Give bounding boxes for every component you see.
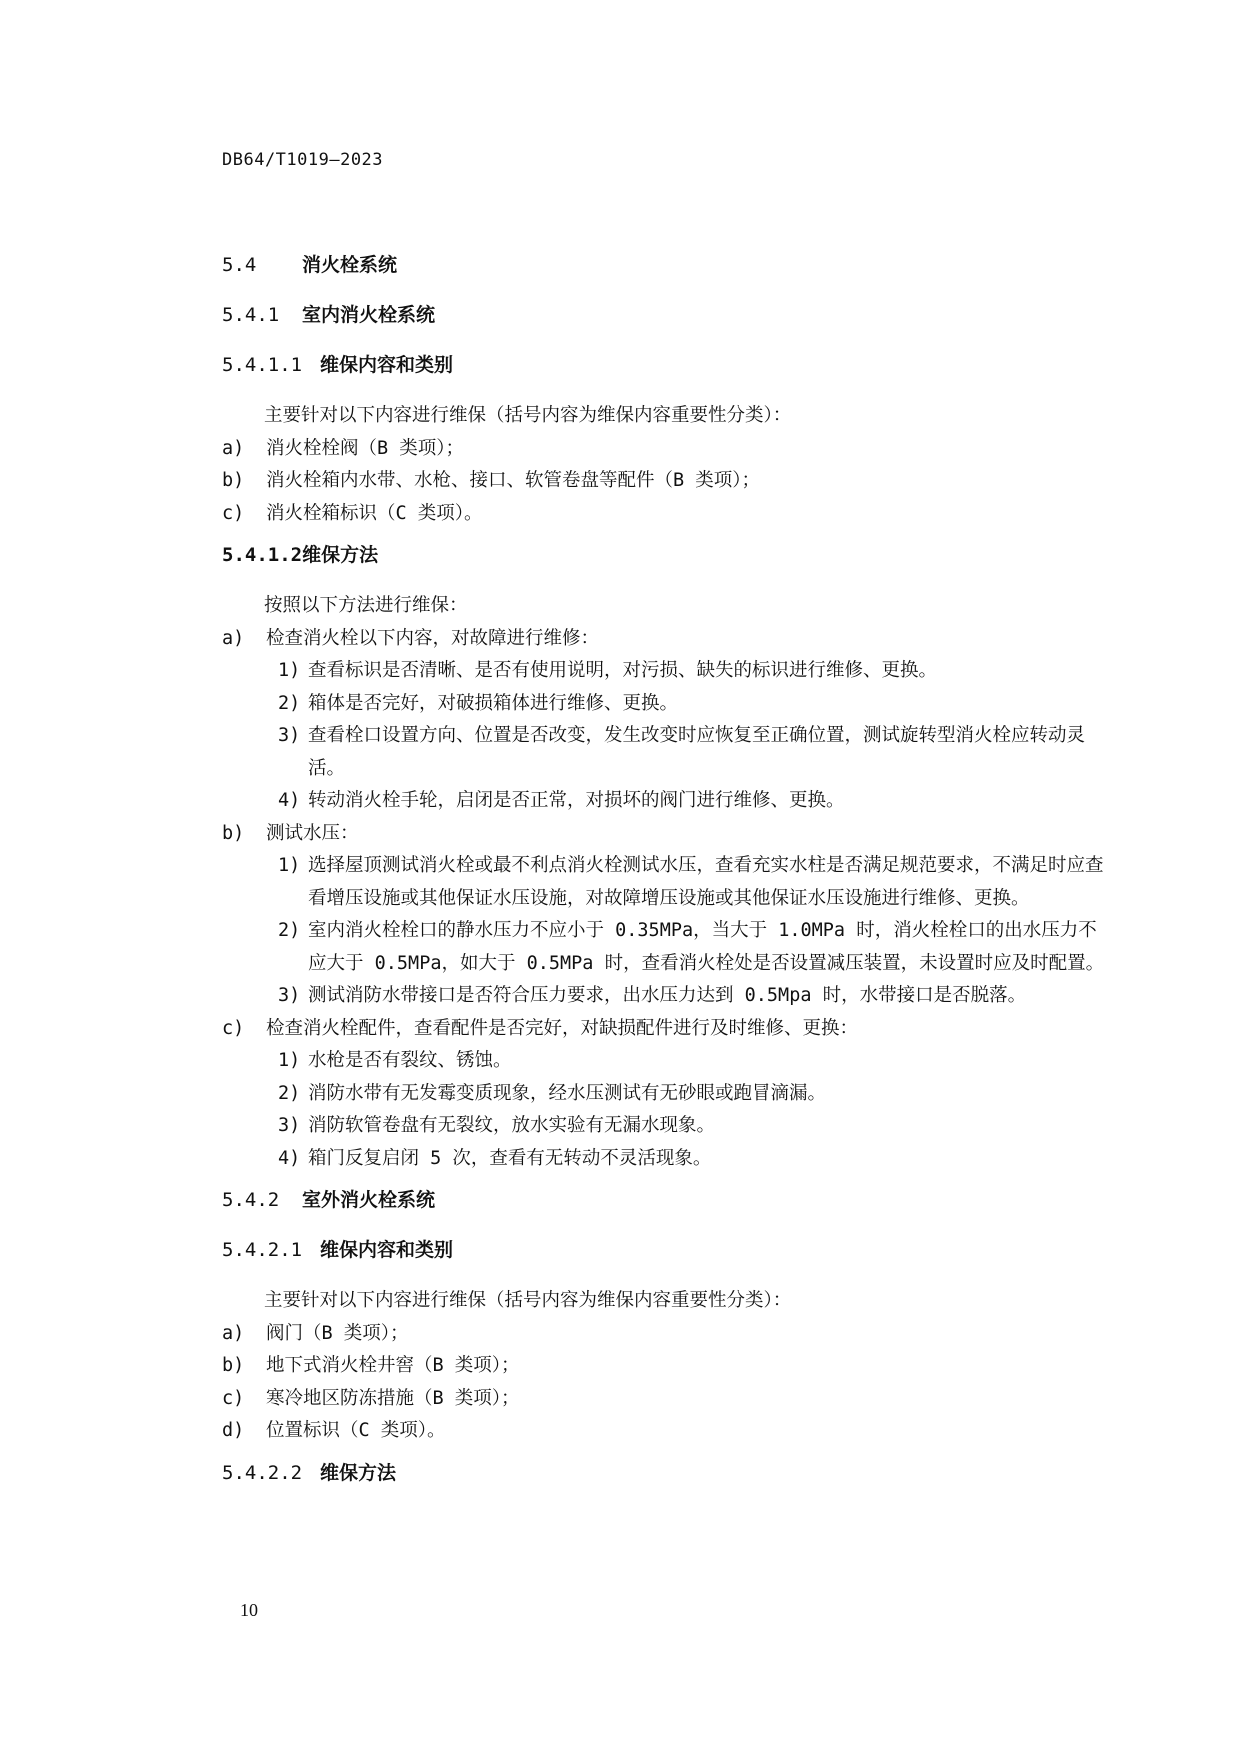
sub-list-label: 3) <box>278 985 301 1006</box>
section-5-4-2-2-heading <box>222 1458 1122 1508</box>
list-text: 消火栓箱标识（C 类项）。 <box>266 502 483 524</box>
document-number: DB64/T1019—2023 <box>222 150 384 170</box>
sub-list-text: 水枪是否有裂纹、锈蚀。 <box>308 1050 512 1071</box>
intro-paragraph: 主要针对以下内容进行维保（括号内容为维保内容重要性分类）： <box>264 405 792 426</box>
sub-list-item <box>222 850 1122 915</box>
sub-list-text: 箱体是否完好，对破损箱体进行维修、更换。 <box>308 692 679 714</box>
sub-list-text: 查看栓口设置方向、位置是否改变，发生改变时应恢复至正确位置，测试旋转型消火栓应转动灵活。 <box>308 725 1086 779</box>
list-label: d) <box>222 1420 245 1441</box>
intro-paragraph: 主要针对以下内容进行维保（括号内容为维保内容重要性分类）： <box>264 1290 792 1311</box>
list-label: c) <box>222 1387 245 1409</box>
sub-list-item <box>222 655 1122 688</box>
sub-list-label: 2) <box>278 692 301 714</box>
section-title: 维保方法 <box>320 1461 397 1484</box>
sub-list-text: 查看标识是否清晰、是否有使用说明，对污损、缺失的标识进行维修、更换。 <box>308 660 938 681</box>
section-5-4-2-1-heading <box>222 1235 1122 1285</box>
list-item <box>222 498 1122 531</box>
list-item <box>222 465 1122 498</box>
section-5-4-2-heading <box>222 1185 1122 1235</box>
sub-list-label: 4) <box>278 1147 301 1169</box>
section-number: 5.4.2.1 <box>222 1239 303 1261</box>
list-item <box>222 623 1122 656</box>
section-number: 5.4.2.2 <box>222 1461 303 1484</box>
sub-list-text: 消防水带有无发霉变质现象，经水压测试有无砂眼或跑冒滴漏。 <box>308 1082 827 1104</box>
sub-list-text: 室内消火栓栓口的静水压力不应小于 0.35MPa，当大于 1.0MPa 时，消火栓栓口的出水压力不应大于 0.5MPa，如大于 0.5MPa 时，查看消火栓处是否设置减压装置，未设置时应及时配置。 <box>308 920 1105 974</box>
sub-list-label: 3) <box>278 725 301 746</box>
list-text: 消火栓栓阀（B 类项）； <box>266 437 465 459</box>
list-item <box>222 1383 1122 1416</box>
section-title: 维保内容和类别 <box>320 1239 454 1261</box>
sub-list-label: 4) <box>278 790 301 811</box>
list-label: b) <box>222 1355 245 1376</box>
sub-list-text: 箱门反复启闭 5 次，查看有无转动不灵活现象。 <box>308 1147 712 1169</box>
list-item <box>222 1415 1122 1448</box>
sub-list-item <box>222 1143 1122 1176</box>
section-number: 5.4.1.2 <box>222 544 303 566</box>
section-title: 维保内容和类别 <box>320 354 454 376</box>
section-number: 5.4.1 <box>222 304 280 326</box>
list-text: 测试水压： <box>266 822 359 844</box>
list-text: 消火栓箱内水带、水枪、接口、软管卷盘等配件（B 类项）； <box>266 470 761 491</box>
list-label: c) <box>222 502 245 524</box>
sub-list-label: 2) <box>278 1082 301 1104</box>
sub-list-label: 3) <box>278 1115 301 1136</box>
list-text: 地下式消火栓井窖（B 类项）； <box>266 1355 520 1376</box>
sub-list-text: 选择屋顶测试消火栓或最不利点消火栓测试水压，查看充实水柱是否满足规范要求，不满足时应查看增压设施或其他保证水压设施，对故障增压设施或其他保证水压设施进行维修、更换。 <box>308 855 1104 909</box>
section-5-4-heading <box>222 250 1122 300</box>
list-text: 阀门（B 类项）； <box>266 1322 409 1344</box>
sub-list-label: 1) <box>278 1050 301 1071</box>
section-number: 5.4 <box>222 254 257 276</box>
sub-list-item <box>222 1078 1122 1111</box>
sub-list-item <box>222 720 1122 785</box>
sub-list-label: 2) <box>278 920 301 941</box>
section-number: 5.4.2 <box>222 1189 280 1211</box>
sub-list-label: 1) <box>278 660 301 681</box>
list-label: c) <box>222 1017 245 1039</box>
section-5-4-1-2-heading <box>222 540 1122 590</box>
sub-list-item <box>222 915 1122 980</box>
list-label: b) <box>222 470 245 491</box>
list-text: 检查消火栓以下内容，对故障进行维修： <box>266 627 600 649</box>
sub-list-text: 测试消防水带接口是否符合压力要求，出水压力达到 0.5Mpa 时，水带接口是否脱落。 <box>308 985 1027 1006</box>
list-item <box>222 433 1122 466</box>
intro-paragraph: 按照以下方法进行维保： <box>264 595 468 616</box>
list-text: 检查消火栓配件，查看配件是否完好，对缺损配件进行及时维修、更换： <box>266 1017 859 1039</box>
list-label: b) <box>222 822 245 844</box>
section-5-4-1-heading <box>222 300 1122 350</box>
sub-list-item <box>222 785 1122 818</box>
list-text: 位置标识（C 类项）。 <box>266 1420 446 1441</box>
section-title: 室内消火栓系统 <box>302 304 436 326</box>
page-content <box>222 250 1122 1508</box>
list-label: a) <box>222 437 245 459</box>
section-title: 维保方法 <box>302 544 379 566</box>
sub-list-label: 1) <box>278 855 301 876</box>
sub-list-item <box>222 980 1122 1013</box>
section-title: 室外消火栓系统 <box>302 1189 436 1211</box>
sub-list-item <box>222 1045 1122 1078</box>
list-item <box>222 818 1122 851</box>
list-item <box>222 1013 1122 1046</box>
list-item <box>222 1318 1122 1351</box>
list-item <box>222 1350 1122 1383</box>
list-text: 寒冷地区防冻措施（B 类项）； <box>266 1387 520 1409</box>
sub-list-item <box>222 1110 1122 1143</box>
section-5-4-1-1-heading <box>222 350 1122 400</box>
sub-list-text: 转动消火栓手轮，启闭是否正常，对损坏的阀门进行维修、更换。 <box>308 790 845 811</box>
list-label: a) <box>222 627 245 649</box>
sub-list-text: 消防软管卷盘有无裂纹，放水实验有无漏水现象。 <box>308 1115 716 1136</box>
page-number: 10 <box>240 1600 258 1620</box>
list-label: a) <box>222 1322 245 1344</box>
section-title: 消火栓系统 <box>302 254 398 276</box>
section-number: 5.4.1.1 <box>222 354 303 376</box>
sub-list-item <box>222 688 1122 721</box>
